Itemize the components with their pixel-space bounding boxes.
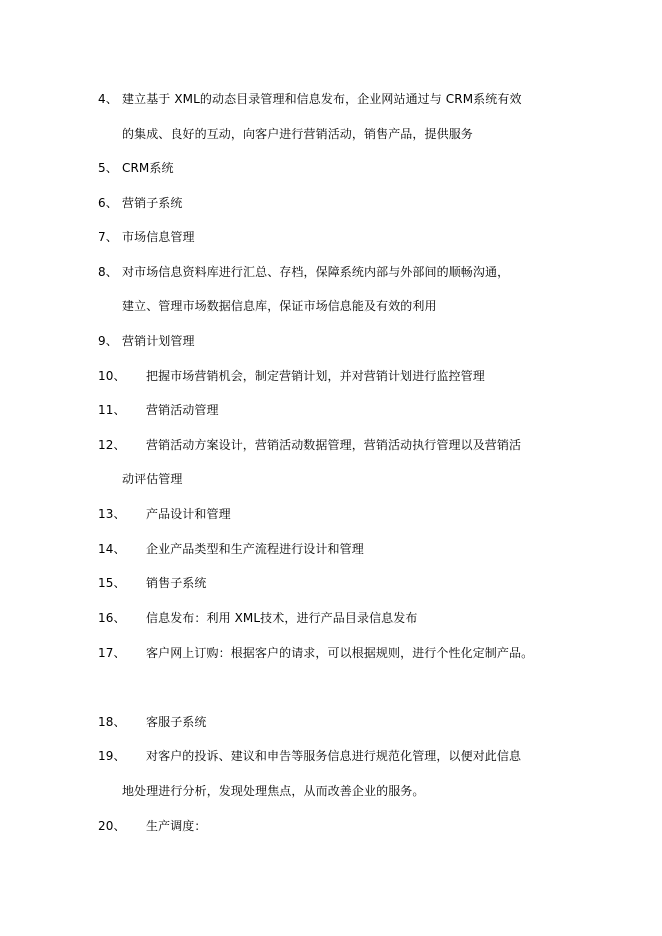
list-item-12-continuation [122,471,183,487]
item-number: 17、 [98,646,126,660]
list-item-4-continuation [122,126,473,142]
item-text: 销售子系统 [146,576,207,590]
item-text: 营销活动方案设计，营销活动数据管理，营销活动执行管理以及营销活 [146,438,522,452]
item-text: 信息发布：利用 XML技术，进行产品目录信息发布 [146,611,418,625]
item-number: 14、 [98,542,126,556]
item-text: 客户网上订购：根据客户的请求，可以根据规则，进行个性化定制产品。 [146,646,534,660]
item-number: 20、 [98,819,126,833]
item-continuation-text: 地处理进行分析，发现处理焦点，从而改善企业的服务。 [122,784,425,798]
item-number: 4、 [98,92,118,106]
item-text: 对市场信息资料库进行汇总、存档，保障系统内部与外部间的顺畅沟通， [122,265,510,279]
item-text: 产品设计和管理 [146,507,231,521]
item-text: 营销活动管理 [146,403,219,417]
item-number: 7、 [98,230,118,244]
item-number: 13、 [98,507,126,521]
item-continuation-text: 的集成、良好的互动，向客户进行营销活动，销售产品，提供服务 [122,127,473,141]
item-number: 11、 [98,403,126,417]
item-text: 把握市场营销机会，制定营销计划，并对营销计划进行监控管理 [146,369,485,383]
item-continuation-text: 动评估管理 [122,472,183,486]
item-number: 5、 [98,161,118,175]
item-text: 市场信息管理 [122,230,195,244]
list-item-19-continuation [122,783,425,799]
item-number: 6、 [98,196,118,210]
item-text: CRM系统 [122,161,174,175]
item-number: 8、 [98,265,118,279]
item-number: 15、 [98,576,126,590]
item-number: 19、 [98,749,126,763]
list-item-8-continuation [122,298,437,314]
item-text: 客服子系统 [146,715,207,729]
item-text: 营销子系统 [122,196,183,210]
item-number: 10、 [98,369,126,383]
item-text: 企业产品类型和生产流程进行设计和管理 [146,542,364,556]
item-number: 16、 [98,611,126,625]
item-text: 营销计划管理 [122,334,195,348]
item-number: 18、 [98,715,126,729]
item-number: 12、 [98,438,126,452]
item-text: 对客户的投诉、建议和申告等服务信息进行规范化管理，以便对此信息 [146,749,522,763]
item-text: 生产调度： [146,819,207,833]
item-text: 建立基于 XML的动态目录管理和信息发布，企业网站通过与 CRM系统有效 [122,92,522,106]
item-number: 9、 [98,334,118,348]
item-continuation-text: 建立、管理市场数据信息库，保证市场信息能及有效的利用 [122,299,437,313]
